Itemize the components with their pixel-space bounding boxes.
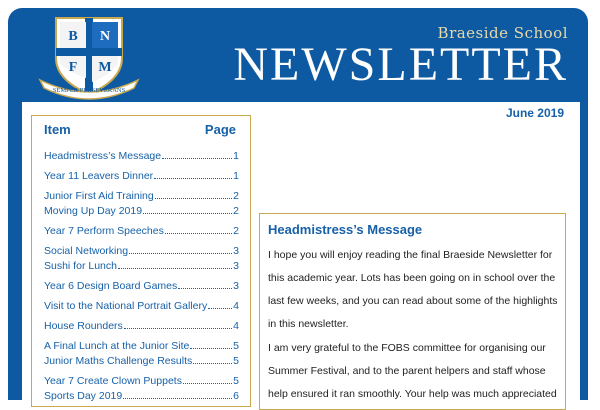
toc-entry-page: 2 <box>233 205 239 218</box>
toc-dot-leader <box>143 205 232 214</box>
toc-entry-title: Sushi for Lunch <box>44 260 117 273</box>
crest-motto: SEMPER PERSEVERANS <box>52 87 126 94</box>
toc-entry-page: 5 <box>233 374 239 387</box>
toc-entry-title: Moving Up Day 2019 <box>44 205 143 218</box>
toc-entry-title: Year 11 Leavers Dinner <box>44 169 154 182</box>
toc-entry-link[interactable] <box>44 225 239 240</box>
toc-entry-title: Headmistress’s Message <box>44 150 162 162</box>
article-headmistress-message <box>259 213 566 410</box>
table-of-contents <box>31 115 251 407</box>
toc-entry-link[interactable] <box>44 355 239 370</box>
toc-entry-title: Junior Maths Challenge Results <box>44 355 193 368</box>
toc-item-header: Item <box>44 122 71 137</box>
toc-entry-title: House Rounders <box>44 319 123 332</box>
toc-entry-page: 3 <box>233 280 239 293</box>
school-name: Braeside School <box>437 24 568 42</box>
toc-entry-page: 2 <box>233 224 239 237</box>
toc-entry-page: 1 <box>233 169 239 182</box>
toc-dot-leader <box>208 300 232 309</box>
toc-entry-link[interactable] <box>44 300 239 315</box>
toc-entry-page: 5 <box>233 339 239 352</box>
toc-dot-leader <box>154 170 232 179</box>
toc-entry-link[interactable] <box>44 320 239 335</box>
toc-dot-leader <box>124 320 232 329</box>
toc-dot-leader <box>190 340 232 349</box>
toc-entry-link[interactable] <box>44 340 239 355</box>
toc-entry-link[interactable] <box>44 190 239 205</box>
article-paragraph: I am very grateful to the FOBS committee for organising our Summer Festival, and to the parent helpers and staff whose help ensured it ran smoothly. Your help was much appreciated <box>268 342 557 400</box>
toc-dot-leader <box>193 355 232 364</box>
toc-entry-title: Year 7 Perform Speeches <box>44 224 164 237</box>
toc-dot-leader <box>165 225 232 234</box>
toc-dot-leader <box>155 190 232 199</box>
toc-entry-page: 5 <box>233 355 239 368</box>
toc-entry-link[interactable] <box>44 245 239 260</box>
toc-entry-title: Social Networking <box>44 244 129 257</box>
toc-entry-page: 2 <box>233 189 239 202</box>
toc-entry-link[interactable] <box>44 170 239 185</box>
school-crest-logo <box>34 14 144 102</box>
toc-entry-title: Sports Day 2019 <box>44 390 123 403</box>
toc-entry-page: 6 <box>233 390 239 403</box>
toc-dot-leader <box>162 150 232 159</box>
toc-entry-link[interactable] <box>44 280 239 295</box>
toc-dot-leader <box>123 390 232 399</box>
crest-letter-b: B <box>68 29 78 44</box>
newsletter-header <box>8 8 588 102</box>
article-paragraph: I hope you will enjoy reading the final Braeside Newsletter for this academic year. Lots has been going on in school over the last few weeks, and you can read about some of the highlights in this newsletter. <box>268 249 558 330</box>
crest-letter-f: F <box>68 60 78 75</box>
toc-entry-page: 4 <box>233 319 239 332</box>
toc-entry-link[interactable] <box>44 260 239 275</box>
toc-dot-leader <box>183 375 232 384</box>
toc-header <box>44 122 236 140</box>
toc-entry-title: Visit to the National Portrait Gallery <box>44 299 208 312</box>
toc-entry-link[interactable] <box>44 375 239 390</box>
toc-entry-page: 4 <box>233 299 239 312</box>
crest-letter-n: N <box>99 29 111 44</box>
issue-date: June 2019 <box>505 106 564 120</box>
toc-dot-leader <box>118 260 232 269</box>
toc-dot-leader <box>129 245 232 254</box>
toc-dot-leader <box>178 280 232 289</box>
toc-entry-page: 3 <box>233 260 239 273</box>
newsletter-title: NEWSLETTER <box>233 38 568 91</box>
toc-entry-link[interactable] <box>44 390 239 405</box>
toc-entry-title: Year 6 Design Board Games <box>44 280 178 293</box>
toc-entry-title: A Final Lunch at the Junior Site <box>44 339 190 352</box>
toc-entry-title: Junior First Aid Training <box>44 189 154 202</box>
toc-list <box>44 150 239 406</box>
toc-entry-page: 3 <box>233 244 239 257</box>
toc-entry-page: 1 <box>233 150 239 162</box>
article-title: Headmistress’s Message <box>268 222 423 237</box>
crest-letter-m: M <box>98 60 112 75</box>
toc-entry-link[interactable] <box>44 150 239 165</box>
article-body <box>268 244 560 406</box>
toc-page-header: Page <box>204 122 236 137</box>
toc-entry-title: Year 7 Create Clown Puppets <box>44 374 182 387</box>
toc-entry-link[interactable] <box>44 205 239 220</box>
